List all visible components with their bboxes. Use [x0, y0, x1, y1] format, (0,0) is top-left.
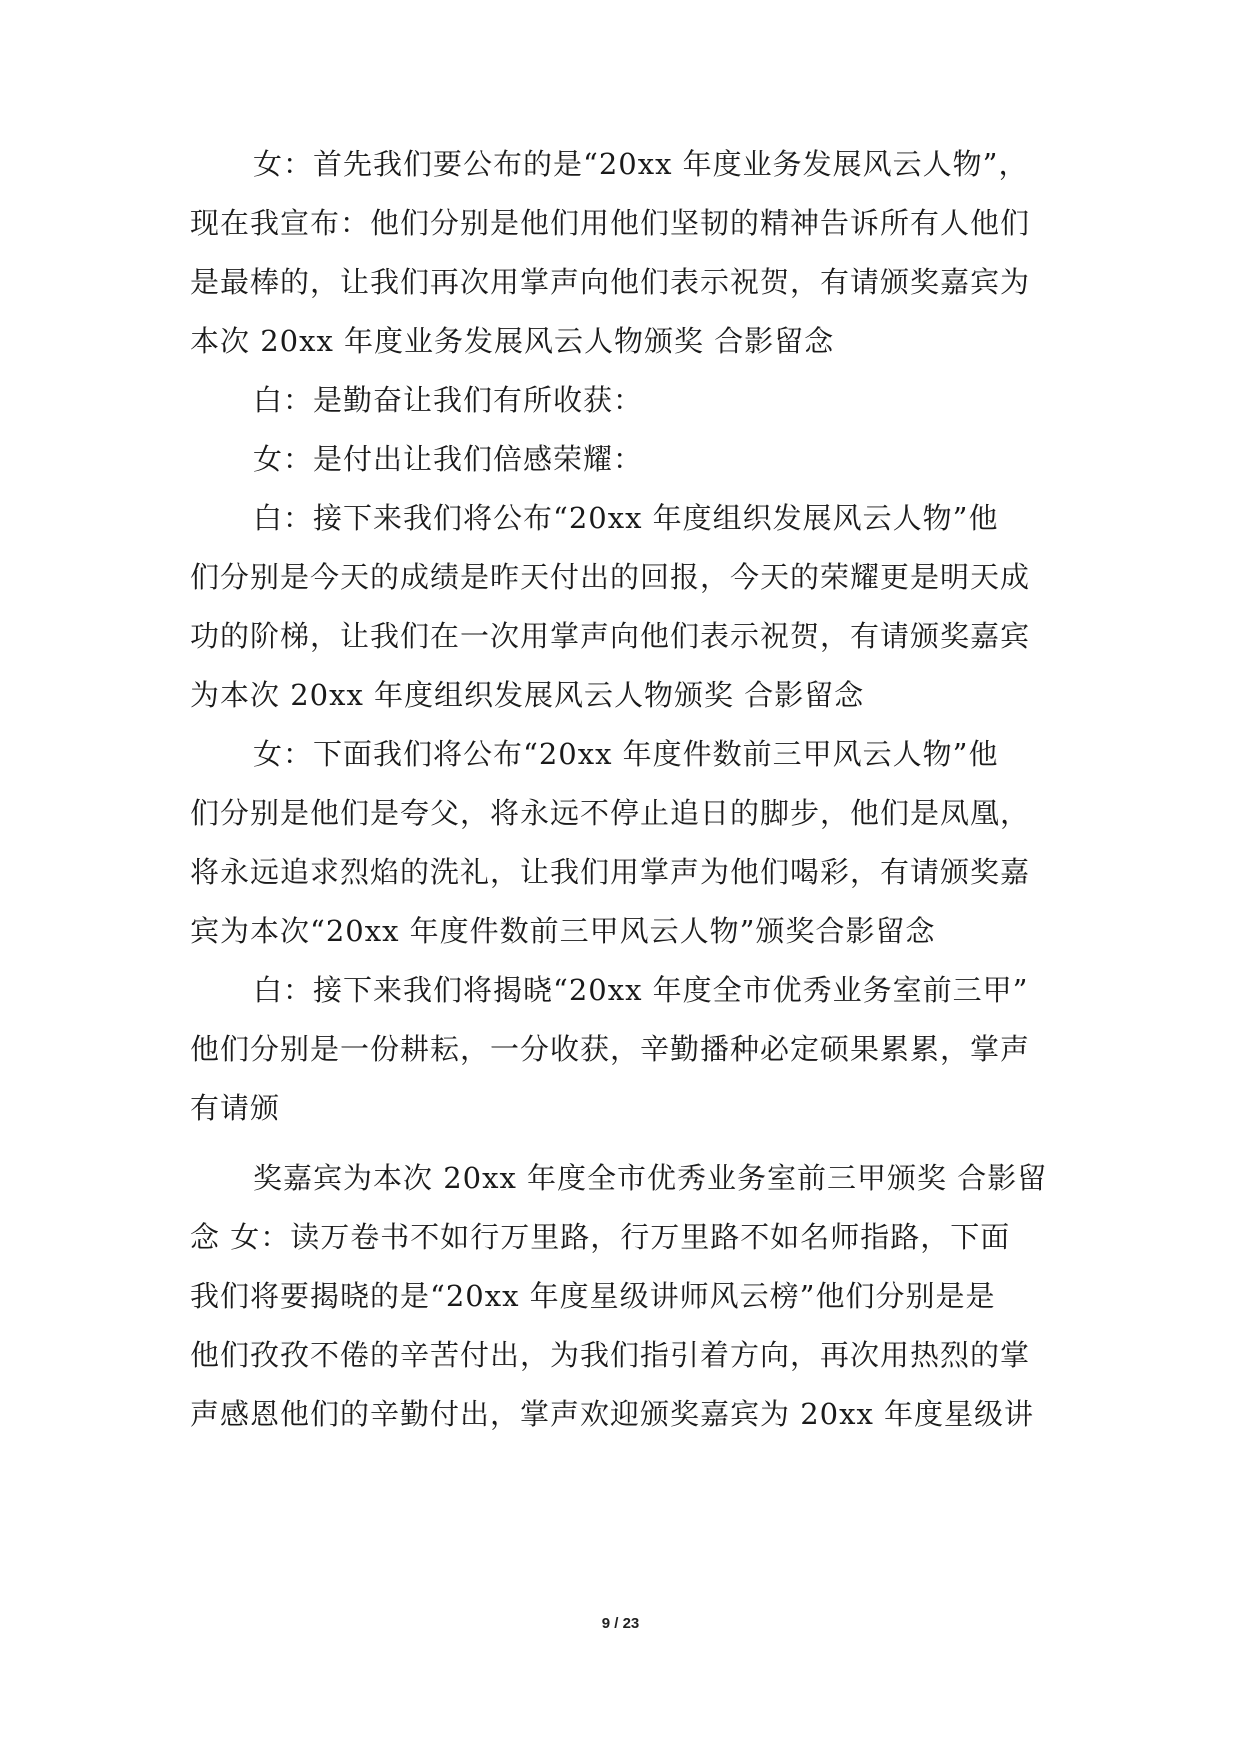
text-line: 他们孜孜不倦的辛苦付出，为我们指引着方向，再次用热烈的掌	[190, 1338, 1031, 1372]
text-line: 我们将要揭晓的是“20xx 年度星级讲师风云榜”他们分别是是	[190, 1279, 996, 1313]
text-line: 白：是勤奋让我们有所收获：	[253, 383, 644, 417]
text-line: 现在我宣布：他们分别是他们用他们坚韧的精神告诉所有人他们	[190, 206, 1031, 240]
text-line: 本次 20xx 年度业务发展风云人物颁奖 合影留念	[190, 324, 835, 358]
text-line: 女：下面我们将公布“20xx 年度件数前三甲风云人物”他	[253, 737, 999, 771]
text-line: 白：接下来我们将公布“20xx 年度组织发展风云人物”他	[253, 501, 999, 535]
text-line: 是最棒的，让我们再次用掌声向他们表示祝贺，有请颁奖嘉宾为	[190, 265, 1031, 299]
text-line: 们分别是他们是夸父，将永远不停止追日的脚步，他们是凤凰，	[190, 796, 1031, 830]
text-line: 念 女：读万卷书不如行万里路，行万里路不如名师指路，下面	[190, 1220, 1011, 1254]
text-line: 女：是付出让我们倍感荣耀：	[253, 442, 644, 476]
text-line: 为本次 20xx 年度组织发展风云人物颁奖 合影留念	[190, 678, 865, 712]
text-line: 他们分别是一份耕耘，一分收获，辛勤播种必定硕果累累，掌声	[190, 1032, 1031, 1066]
text-line: 奖嘉宾为本次 20xx 年度全市优秀业务室前三甲颁奖 合影留	[253, 1161, 1048, 1195]
text-line: 女：首先我们要公布的是“20xx 年度业务发展风云人物”，	[253, 147, 1029, 181]
text-line: 将永远追求烈焰的洗礼，让我们用掌声为他们喝彩，有请颁奖嘉	[190, 855, 1031, 889]
text-line: 声感恩他们的辛勤付出，掌声欢迎颁奖嘉宾为 20xx 年度星级讲	[190, 1397, 1035, 1431]
text-line: 们分别是今天的成绩是昨天付出的回报，今天的荣耀更是明天成	[190, 560, 1031, 594]
text-line: 白：接下来我们将揭晓“20xx 年度全市优秀业务室前三甲”	[253, 973, 1029, 1007]
text-line: 宾为本次“20xx 年度件数前三甲风云人物”颁奖合影留念	[190, 914, 936, 948]
text-line: 有请颁	[190, 1091, 281, 1125]
text-line: 功的阶梯，让我们在一次用掌声向他们表示祝贺，有请颁奖嘉宾	[190, 619, 1031, 653]
page-number: 9 / 23	[601, 1615, 640, 1632]
